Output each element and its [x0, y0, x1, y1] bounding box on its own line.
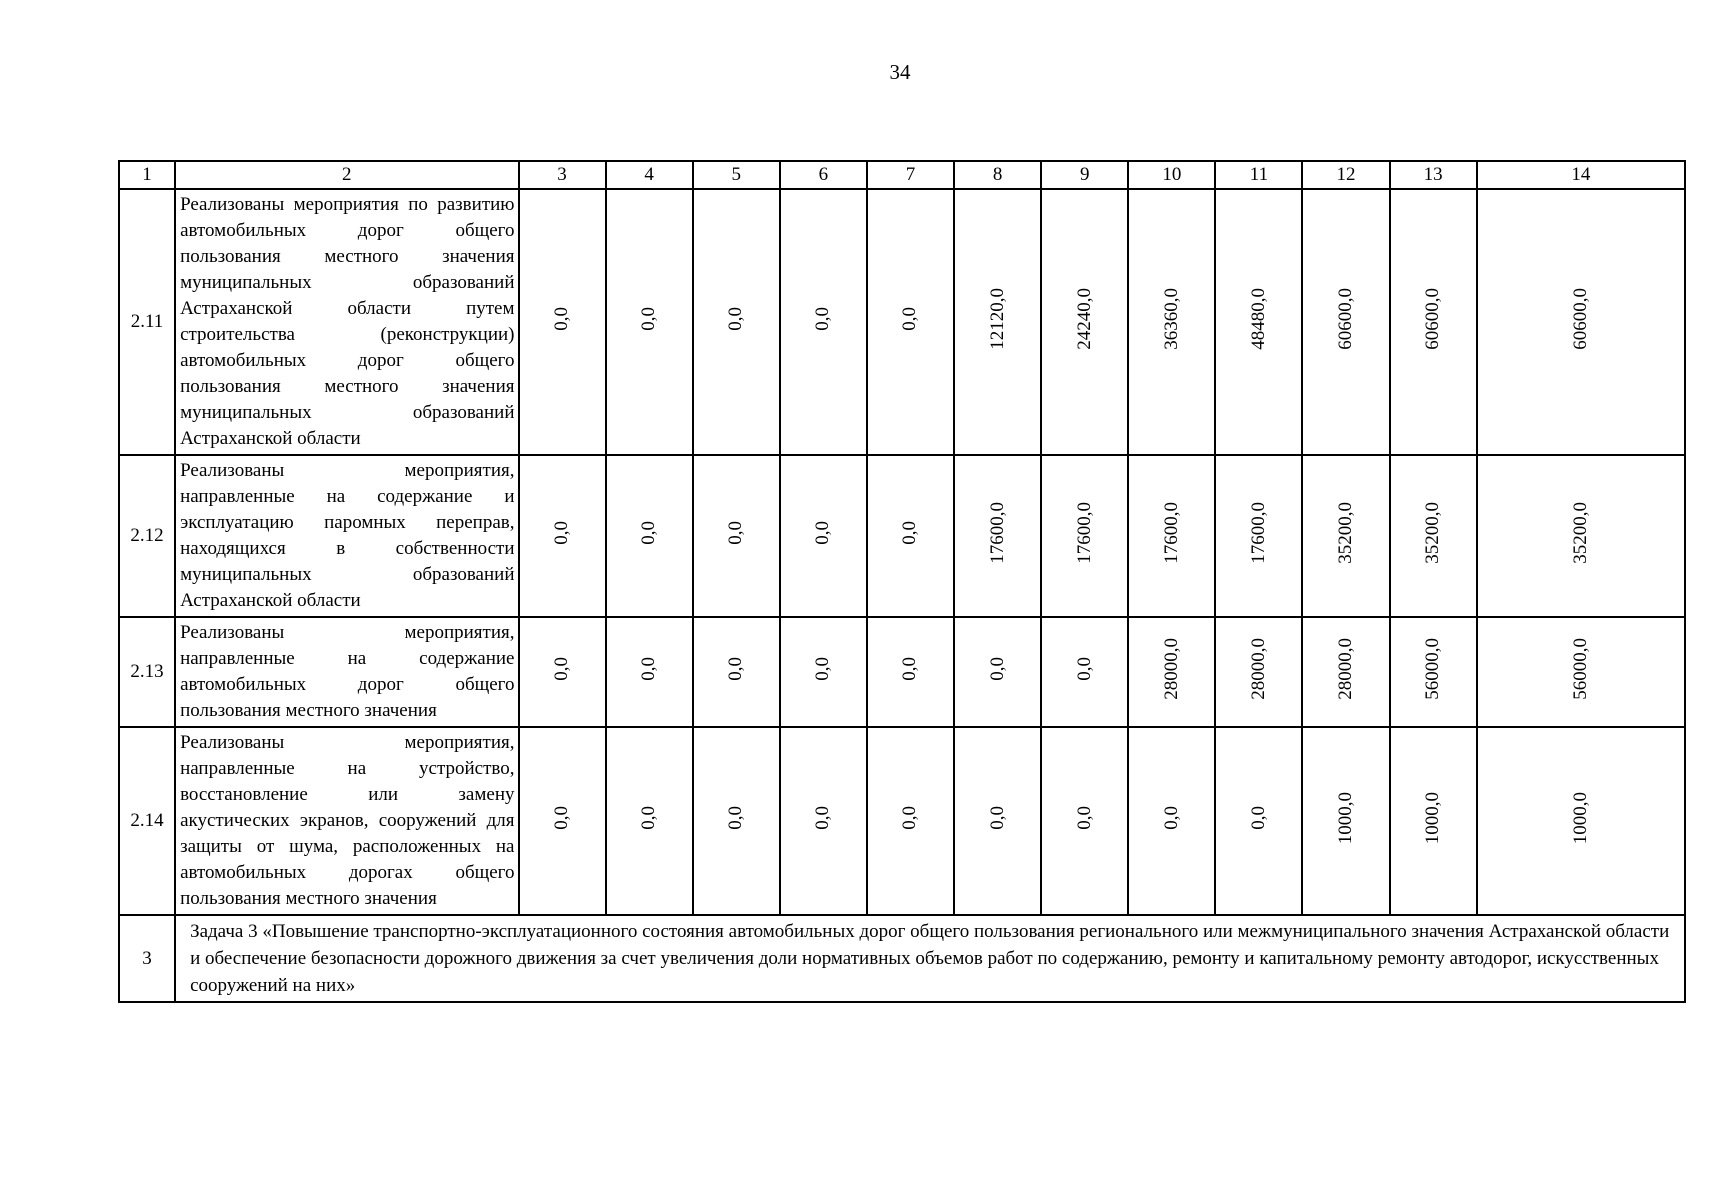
- value-cell: [519, 189, 606, 455]
- value-text: 0,0: [986, 657, 1008, 681]
- value-text: 0,0: [638, 657, 660, 681]
- row-number: 2.11: [119, 189, 175, 455]
- value-text: 0,0: [725, 521, 747, 545]
- row-description: Реализованы мероприятия, направленные на содержание и эксплуатацию паромных переправ, находящихся в собственности муниципальных образований Астраханской области: [175, 455, 518, 617]
- value-text: 1000,0: [1335, 791, 1357, 845]
- value-text: 56000,0: [1569, 638, 1591, 700]
- value-cell: [780, 727, 867, 915]
- value-cell: [1215, 617, 1302, 727]
- value-cell: [1477, 617, 1685, 727]
- value-cell: [1477, 727, 1685, 915]
- header-cell: 6: [780, 161, 867, 189]
- value-cell: [867, 455, 954, 617]
- header-cell: 2: [175, 161, 518, 189]
- value-cell: [867, 727, 954, 915]
- value-text: 0,0: [899, 307, 921, 331]
- value-cell: [1390, 617, 1477, 727]
- value-text: 0,0: [899, 657, 921, 681]
- value-text: 0,0: [725, 307, 747, 331]
- value-cell: [1128, 727, 1215, 915]
- value-cell: [606, 617, 693, 727]
- value-text: 0,0: [812, 307, 834, 331]
- header-cell: 1: [119, 161, 175, 189]
- value-cell: [954, 189, 1041, 455]
- task-number: 3: [119, 915, 175, 1002]
- value-cell: [1215, 189, 1302, 455]
- header-cell: 5: [693, 161, 780, 189]
- value-text: 60600,0: [1422, 288, 1444, 350]
- value-cell: [867, 189, 954, 455]
- header-cell: 14: [1477, 161, 1685, 189]
- header-cell: 3: [519, 161, 606, 189]
- row-description: Реализованы мероприятия по развитию автомобильных дорог общего пользования местного значения муниципальных образований Астраханской области путем строительства (реконструкции) автомобильных дорог общего пользования местного значения муниципальных образований Астраханской области: [175, 189, 518, 455]
- value-text: 1000,0: [1422, 791, 1444, 845]
- table-row: [119, 617, 1685, 727]
- value-cell: [693, 617, 780, 727]
- row-number: 2.14: [119, 727, 175, 915]
- row-description: Реализованы мероприятия, направленные на устройство, восстановление или замену акустических экранов, сооружений для защиты от шума, расположенных на автомобильных дорогах общего пользования местного значения: [175, 727, 518, 915]
- value-cell: [1215, 727, 1302, 915]
- value-cell: [1041, 617, 1128, 727]
- value-cell: [519, 727, 606, 915]
- value-text: 60600,0: [1569, 288, 1591, 350]
- header-cell: 10: [1128, 161, 1215, 189]
- value-cell: [1302, 617, 1389, 727]
- value-cell: [1041, 455, 1128, 617]
- header-cell: 9: [1041, 161, 1128, 189]
- value-cell: [606, 455, 693, 617]
- value-text: 0,0: [638, 307, 660, 331]
- row-description: Реализованы мероприятия, направленные на содержание автомобильных дорог общего пользования местного значения: [175, 617, 518, 727]
- value-cell: [606, 189, 693, 455]
- value-cell: [1477, 455, 1685, 617]
- value-text: 35200,0: [1335, 502, 1357, 564]
- value-text: 0,0: [1073, 806, 1095, 830]
- value-cell: [1477, 189, 1685, 455]
- row-number: 2.13: [119, 617, 175, 727]
- value-cell: [1041, 189, 1128, 455]
- task-text: Задача 3 «Повышение транспортно-эксплуатационного состояния автомобильных дорог общего пользования регионального или межмуниципального значения Астраханской области и обеспечение безопасности дорожного движения за счет увеличения доли нормативных объемов работ по содержанию, ремонту и капитальному ремонту автодорог, искусственных сооружений на них»: [175, 915, 1685, 1002]
- page-number: 34: [889, 60, 911, 84]
- header-cell: 8: [954, 161, 1041, 189]
- value-cell: [1041, 727, 1128, 915]
- data-table: [118, 160, 1686, 1003]
- value-text: 0,0: [812, 521, 834, 545]
- value-cell: [1302, 455, 1389, 617]
- value-cell: [519, 455, 606, 617]
- value-text: 17600,0: [986, 502, 1008, 564]
- value-text: 0,0: [1247, 806, 1269, 830]
- value-text: 0,0: [638, 521, 660, 545]
- value-text: 35200,0: [1569, 502, 1591, 564]
- value-cell: [693, 189, 780, 455]
- value-text: 17600,0: [1160, 502, 1182, 564]
- value-cell: [1128, 455, 1215, 617]
- value-text: 24240,0: [1073, 288, 1095, 350]
- table-row: [119, 455, 1685, 617]
- value-text: 0,0: [725, 657, 747, 681]
- value-cell: [1302, 727, 1389, 915]
- table-row: [119, 727, 1685, 915]
- value-cell: [954, 727, 1041, 915]
- value-cell: [1128, 617, 1215, 727]
- value-cell: [780, 617, 867, 727]
- table-row: [119, 189, 1685, 455]
- value-text: 48480,0: [1247, 288, 1269, 350]
- value-text: 60600,0: [1335, 288, 1357, 350]
- value-text: 0,0: [551, 806, 573, 830]
- value-text: 56000,0: [1422, 638, 1444, 700]
- row-number: 2.12: [119, 455, 175, 617]
- value-text: 17600,0: [1247, 502, 1269, 564]
- value-cell: [1128, 189, 1215, 455]
- value-text: 1000,0: [1569, 791, 1591, 845]
- task-row: [119, 915, 1685, 1002]
- value-text: 0,0: [551, 657, 573, 681]
- header-cell: 4: [606, 161, 693, 189]
- value-text: 0,0: [551, 307, 573, 331]
- value-text: 0,0: [899, 521, 921, 545]
- value-cell: [1390, 455, 1477, 617]
- value-cell: [693, 727, 780, 915]
- header-cell: 11: [1215, 161, 1302, 189]
- value-cell: [519, 617, 606, 727]
- value-cell: [693, 455, 780, 617]
- value-cell: [780, 455, 867, 617]
- value-text: 0,0: [812, 806, 834, 830]
- value-cell: [1390, 189, 1477, 455]
- header-cell: 13: [1390, 161, 1477, 189]
- value-text: 0,0: [899, 806, 921, 830]
- value-cell: [780, 189, 867, 455]
- value-text: 0,0: [725, 806, 747, 830]
- value-cell: [1215, 455, 1302, 617]
- header-row: [119, 161, 1685, 189]
- value-text: 28000,0: [1160, 638, 1182, 700]
- value-cell: [1390, 727, 1477, 915]
- value-text: 0,0: [986, 806, 1008, 830]
- value-cell: [954, 617, 1041, 727]
- value-text: 28000,0: [1335, 638, 1357, 700]
- value-text: 17600,0: [1073, 502, 1095, 564]
- value-text: 12120,0: [986, 288, 1008, 350]
- value-cell: [606, 727, 693, 915]
- value-text: 35200,0: [1422, 502, 1444, 564]
- value-text: 36360,0: [1160, 288, 1182, 350]
- value-text: 0,0: [812, 657, 834, 681]
- value-text: 0,0: [1073, 657, 1095, 681]
- value-cell: [954, 455, 1041, 617]
- value-cell: [1302, 189, 1389, 455]
- value-text: 0,0: [551, 521, 573, 545]
- header-cell: 12: [1302, 161, 1389, 189]
- value-cell: [867, 617, 954, 727]
- value-text: 28000,0: [1247, 638, 1269, 700]
- header-cell: 7: [867, 161, 954, 189]
- value-text: 0,0: [638, 806, 660, 830]
- value-text: 0,0: [1160, 806, 1182, 830]
